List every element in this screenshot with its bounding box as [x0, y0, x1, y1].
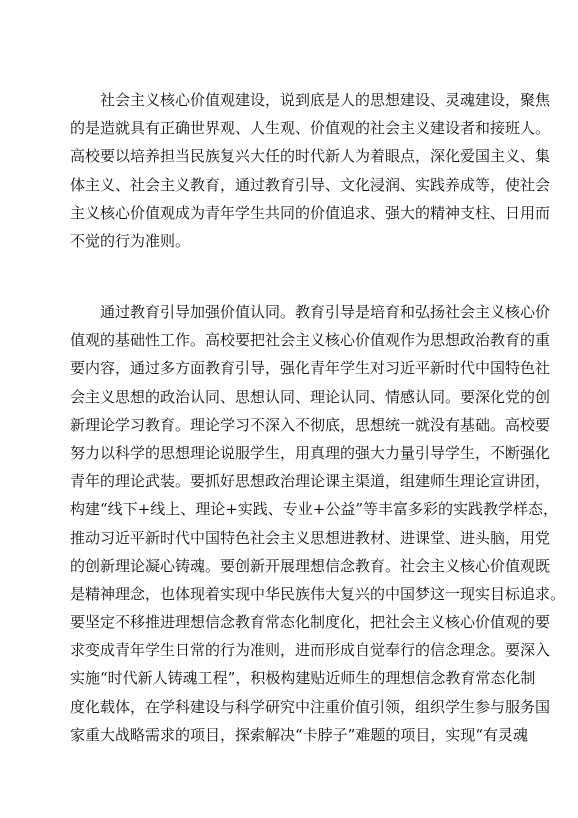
text-line: 的是造就具有正确世界观、人生观、价值观的社会主义建设者和接班人。: [70, 119, 551, 138]
text-line: 高校要以培养担当民族复兴大任的时代新人为着眼点，深化爱国主义、集: [70, 147, 551, 166]
text-line: 通过教育引导加强价值认同。教育引导是培育和弘扬社会主义核心价: [100, 303, 551, 321]
text-line: 家重大战略需求的项目，探索解决“卡脖子”难题的项目，实现“有灵魂: [70, 725, 529, 744]
text-line: 主义核心价值观成为青年学生共同的价值追求、强大的精神支柱、日用而: [70, 203, 551, 222]
text-line: 体主义、社会主义教育，通过教育引导、文化浸润、实践养成等，使社会: [70, 175, 551, 194]
text-line: 要内容，通过多方面教育引导，强化青年学生对习近平新时代中国特色社: [70, 359, 551, 378]
text-line: 是精神理念，也体现着实现中华民族伟大复兴的中国梦这一现实目标追求。: [70, 584, 566, 603]
text-line: 社会主义核心价值观建设，说到底是人的思想建设、灵魂建设，聚焦: [100, 91, 551, 109]
text-line: 的创新理论凝心铸魂。要创新开展理想信念教育。社会主义核心价值观既: [70, 556, 551, 575]
text-line: 努力以科学的思想理论说服学生，用真理的强大力量引导学生，不断强化: [70, 443, 551, 462]
paragraph-1: [70, 86, 551, 255]
text-line: 值观的基础性工作。高校要把社会主义核心价值观作为思想政治教育的重: [70, 331, 551, 350]
paragraph-2: [70, 298, 566, 749]
text-line: 会主义思想的政治认同、思想认同、理论认同、情感认同。要深化党的创: [70, 387, 551, 406]
text-line: 度化载体，在学科建设与科学研究中注重价值引领，组织学生参与服务国: [70, 697, 551, 716]
text-line: 实施“时代新人铸魂工程”，积极构建贴近师生的理想信念教育常态化制: [70, 669, 536, 688]
text-line: 青年的理论武装。要抓好思想政治理论课主渠道，组建师生理论宣讲团，: [70, 472, 551, 491]
text-line: 不觉的行为准则。: [70, 231, 191, 250]
text-line: 构建“线下+线上、理论+实践、专业+公益”等丰富多彩的实践教学样态，: [70, 500, 559, 519]
text-line: 要坚定不移推进理想信念教育常态化制度化，把社会主义核心价值观的要: [70, 613, 551, 632]
text-line: 推动习近平新时代中国特色社会主义思想进教材、进课堂、进头脑，用党: [70, 528, 551, 547]
text-line: 求变成青年学生日常的行为准则，进而形成自觉奉行的信念理念。要深入: [70, 641, 551, 660]
text-line: 新理论学习教育。理论学习不深入不彻底，思想统一就没有基础。高校要: [70, 415, 551, 434]
